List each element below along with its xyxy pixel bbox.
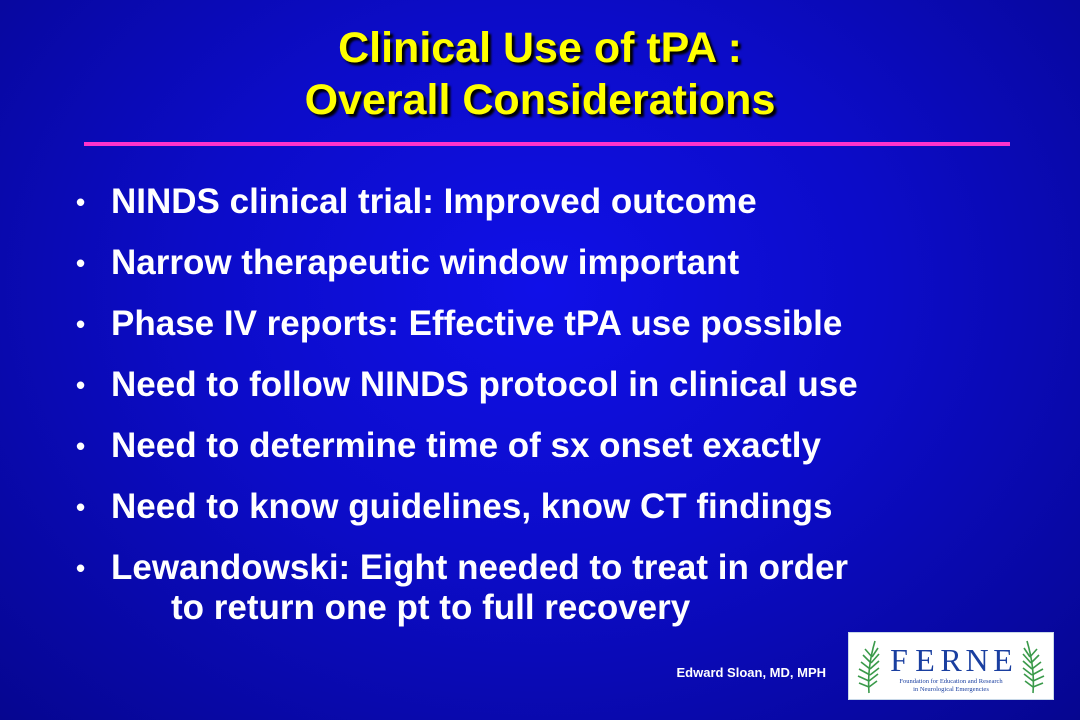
logo-letter: R [940, 642, 962, 678]
logo-letter: E [915, 642, 935, 678]
title-line-1: Clinical Use of tPA : [338, 24, 742, 72]
bullet-item [76, 182, 1056, 222]
logo-letter: F [890, 642, 908, 678]
logo-letter: E [993, 642, 1013, 678]
bullet-text: Phase IV reports: Effective tPA use possible [111, 304, 843, 343]
fern-icon [1023, 641, 1044, 693]
bullet-icon: • [76, 492, 86, 522]
bullet-text: Lewandowski: Eight needed to treat in order [111, 548, 849, 587]
title-divider [84, 142, 1010, 146]
bullet-item [76, 365, 1056, 405]
logo-letter: N [965, 642, 989, 678]
bullet-continuation: to return one pt to full recovery [171, 588, 691, 627]
bullet-text: Narrow therapeutic window important [111, 243, 740, 282]
logo-subtitle-line-2: in Neurological Emergencies [913, 686, 989, 693]
bullet-icon: • [76, 187, 86, 217]
bullet-text: Need to know guidelines, know CT findings [111, 487, 833, 526]
bullet-icon: • [76, 370, 86, 400]
bullet-text: NINDS clinical trial: Improved outcome [111, 182, 757, 221]
bullet-text: Need to follow NINDS protocol in clinical use [111, 365, 858, 404]
ferne-logo [848, 632, 1054, 700]
logo-subtitle-line-1: Foundation for Education and Research [899, 678, 1003, 685]
bullet-icon: • [76, 309, 86, 339]
slide-title [0, 22, 1080, 126]
bullet-item [76, 548, 1056, 628]
author-credit: Edward Sloan, MD, MPH [676, 665, 826, 680]
bullet-text: Need to determine time of sx onset exactly [111, 426, 821, 465]
bullet-icon: • [76, 431, 86, 461]
bullet-item [76, 426, 1056, 466]
fern-icon [858, 641, 879, 693]
bullet-item [76, 304, 1056, 344]
bullet-icon: • [76, 553, 86, 583]
title-line-2: Overall Considerations [304, 76, 776, 124]
bullet-list [76, 182, 1056, 649]
bullet-item [76, 243, 1056, 283]
bullet-icon: • [76, 248, 86, 278]
bullet-item [76, 487, 1056, 527]
